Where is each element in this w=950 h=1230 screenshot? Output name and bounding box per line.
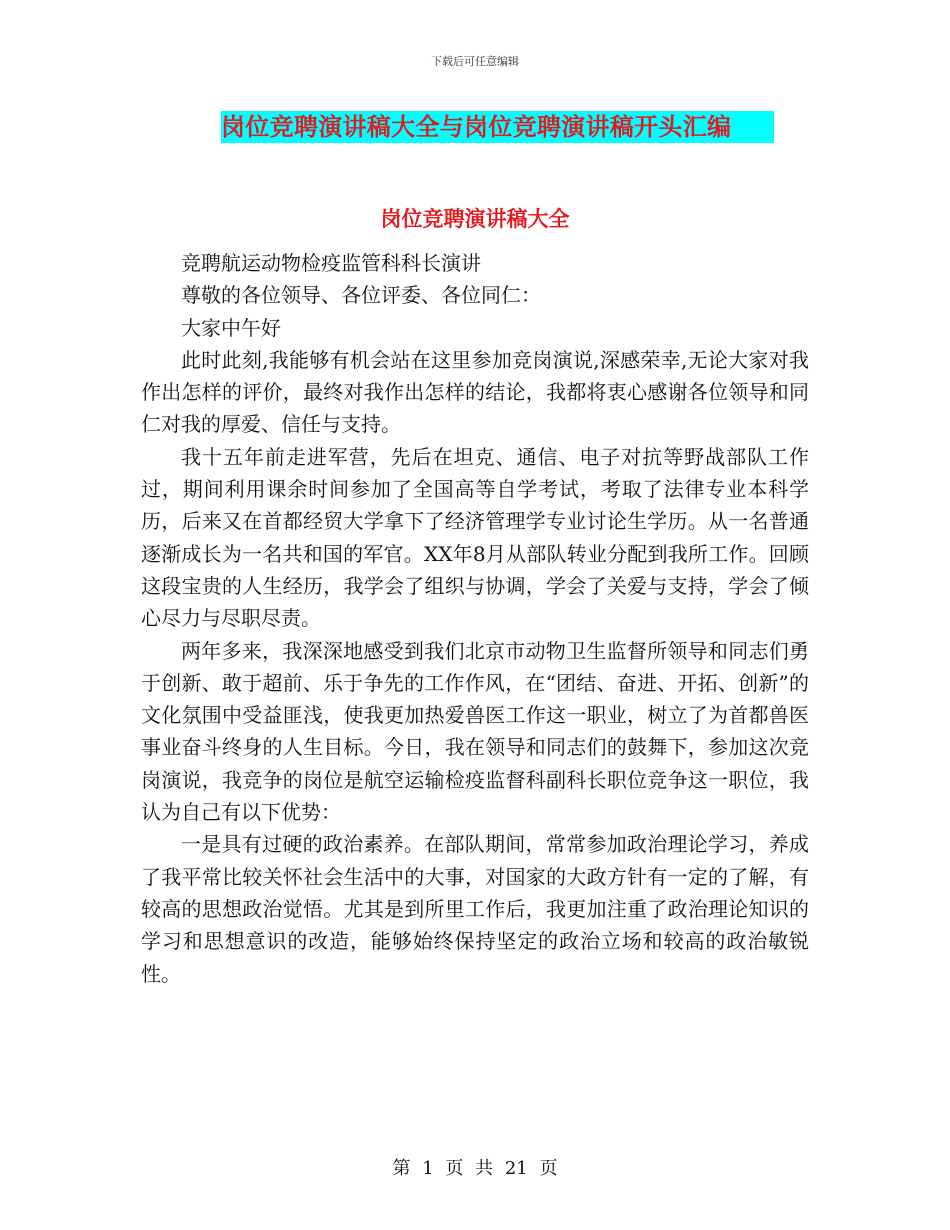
section-title: 岗位竞聘演讲稿大全: [380, 207, 570, 231]
page-header-note: 下载后可任意编辑: [431, 55, 519, 68]
paragraph: 我十五年前走进军营，先后在坦克、通信、电子对抗等野战部队工作过，期间利用课余时间参加了全国高等自学考试，考取了法律专业本科学历，后来又在首都经贸大学拿下了经济管理学专业讨论生学历。从一名普通逐渐成长为一名共和国的军官。XX年8月从部队转业分配到我所工作。回顾这段宝贵的人生经历，我学会了组织与协调，学会了关爱与支持，学会了倾心尽力与尽职尽责。: [141, 444, 809, 631]
document-title: 岗位竞聘演讲稿大全与岗位竞聘演讲稿开头汇编: [221, 113, 732, 141]
paragraph: 尊敬的各位领导、各位评委、各位同仁：: [181, 283, 541, 308]
paragraph: 大家中午好: [181, 315, 281, 340]
document-body: [141, 247, 809, 990]
paragraph: 此时此刻,我能够有机会站在这里参加竞岗演说,深感荣幸,无论大家对我作出怎样的评价，最终对我作出怎样的结论，我都将衷心感谢各位领导和同仁对我的厚爱、信任与支持。: [141, 347, 809, 437]
page-footer: 第 1 页 共 21 页: [392, 1158, 558, 1179]
paragraph: 竞聘航运动物检疫监管科科长演讲: [181, 251, 481, 275]
paragraph: 两年多来，我深深地感受到我们北京市动物卫生监督所领导和同志们勇于创新、敢于超前、乐于争先的工作作风，在“团结、奋进、开拓、创新”的文化氛围中受益匪浅，使我更加热爱兽医工作这一职业，树立了为首都兽医事业奋斗终身的人生目标。今日，我在领导和同志们的鼓舞下，参加这次竞岗演说，我竞争的岗位是航空运输检疫监督科副科长职位竞争这一职位，我认为自己有以下优势：: [141, 638, 809, 825]
document-title-highlight: [221, 111, 774, 143]
paragraph: 一是具有过硬的政治素养。在部队期间，常常参加政治理论学习，养成了我平常比较关怀社会生活中的大事，对国家的大政方针有一定的了解，有较高的思想政治觉悟。尤其是到所里工作后，我更加注重了政治理论知识的学习和思想意识的改造，能够始终保持坚定的政治立场和较高的政治敏锐性。: [141, 832, 809, 986]
